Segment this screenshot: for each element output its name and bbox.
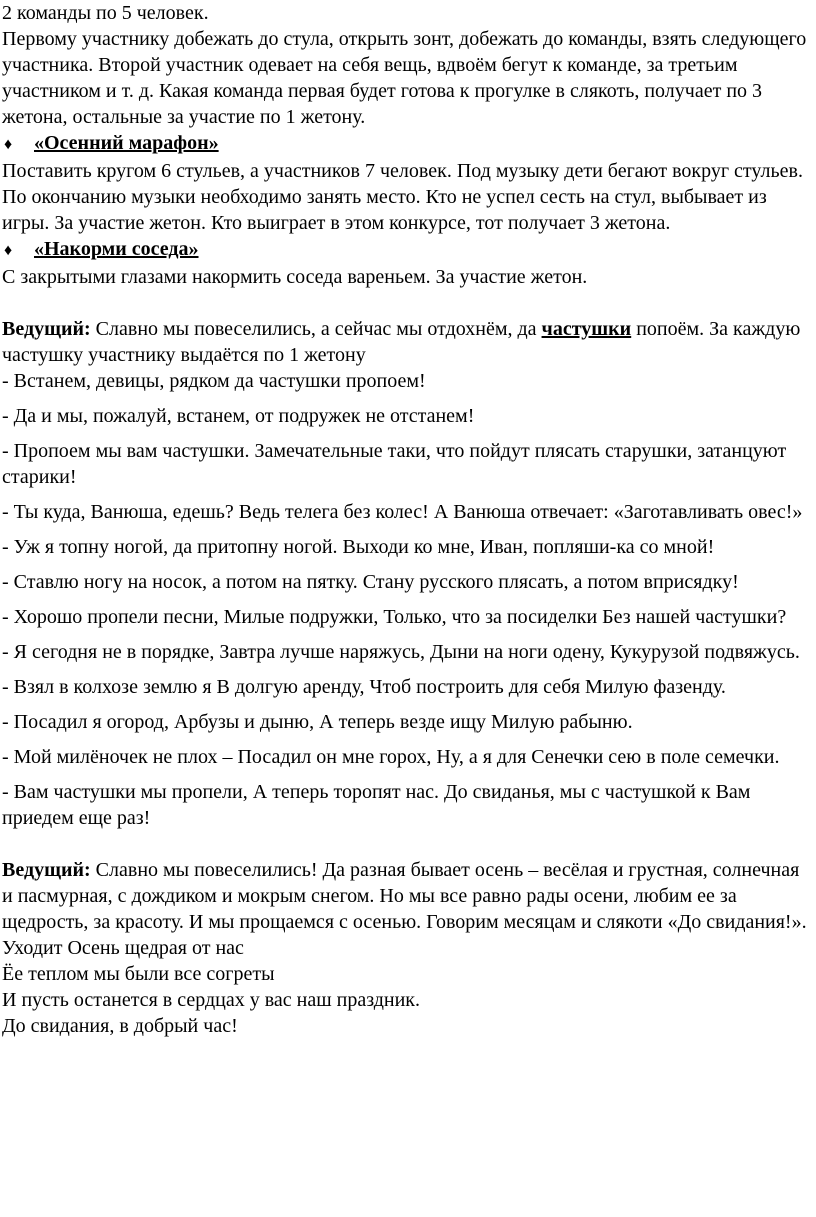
chastushka-verse: - Мой милёночек не плох – Посадил он мне горох, Ну, а я для Сенечки сею в поле семечки. (2, 746, 780, 768)
chastushka-verse: - Хорошо пропели песни, Милые подружки, Только, что за посиделки Без нашей частушки? (2, 606, 787, 628)
host-speech (2, 857, 814, 935)
chastushka-verse: - Взял в колхозе землю я В долгую аренду, Чтоб построить для себя Милую фазенду. (2, 676, 726, 698)
game-description: С закрытыми глазами накормить соседа вареньем. За участие жетон. (2, 266, 588, 288)
poem-line: И пусть останется в сердцах у вас наш праздник. (2, 989, 421, 1011)
poem-line: Уходит Осень щедрая от нас (2, 937, 244, 959)
chastushka-verse: - Да и мы, пожалуй, встанем, от подружек не отстанем! (2, 405, 475, 427)
chastushka-verse: - Я сегодня не в порядке, Завтра лучше наряжусь, Дыни на ноги одену, Кукурузой подвяжусь. (2, 641, 800, 663)
diamond-bullet-icon: ♦ (4, 242, 13, 259)
chastushka-verse: - Пропоем мы вам частушки. Замечательные таки, что пойдут плясать старушки, затанцуют старики! (2, 440, 787, 488)
host-label: Ведущий: (2, 318, 91, 340)
chastushka-verse: - Вам частушки мы пропели, А теперь торопят нас. До свиданья, мы с частушкой к Вам приедем еще раз! (2, 781, 751, 829)
poem-line: Ёе теплом мы были все согреты (2, 963, 275, 985)
host-text: Славно мы повеселились! Да разная бывает осень – весёлая и грустная, солнечная и пасмурная, с дождиком и мокрым снегом. Но мы все равно рады осени, любим ее за щедрость, за красоту. И мы прощаемся с осенью. Говорим месяцам и слякоти «До свидания!». (2, 859, 807, 933)
chastushka-verse: - Ставлю ногу на носок, а потом на пятку. Стану русского плясать, а потом вприсядку! (2, 571, 739, 593)
host-speech (2, 316, 814, 368)
diamond-bullet-icon: ♦ (4, 136, 13, 153)
chastushka-verse: - Уж я топну ногой, да притопну ногой. Выходи ко мне, Иван, попляши-ка со мной! (2, 536, 715, 558)
chastushka-verse: - Встанем, девицы, рядком да частушки пропоем! (2, 370, 426, 392)
host-text: попоём. За каждую частушку участнику выдаётся по 1 жетону (2, 318, 801, 366)
game-title-feed-neighbor (2, 236, 814, 264)
game-title-autumn-marathon (2, 130, 814, 158)
chastushki-highlight: частушки (541, 318, 632, 340)
game-title-text: «Накорми соседа» (34, 238, 199, 260)
host-label: Ведущий: (2, 859, 91, 881)
intro-line: 2 команды по 5 человек. (2, 2, 209, 24)
game-title-text: «Осенний марафон» (34, 132, 219, 154)
poem-line: До свидания, в добрый час! (2, 1015, 238, 1037)
chastushka-verse: - Ты куда, Ванюша, едешь? Ведь телега без колес! А Ванюша отвечает: «Заготавливать овес!» (2, 501, 803, 523)
intro-paragraph: Первому участнику добежать до стула, открыть зонт, добежать до команды, взять следующего участника. Второй участник одевает на себя вещь, вдвоём бегут к команде, за третьим участником и т. д. Какая команда первая будет готова к прогулке в слякоть, получает по 3 жетона, остальные за участие по 1 жетону. (2, 28, 807, 128)
host-text: Славно мы повеселились, а сейчас мы отдохнём, да (90, 318, 542, 340)
chastushka-verse: - Посадил я огород, Арбузы и дыню, А теперь везде ищу Милую рабыню. (2, 711, 633, 733)
game-description: Поставить кругом 6 стульев, а участников 7 человек. Под музыку дети бегают вокруг стульев. По окончанию музыки необходимо занять место. Кто не успел сесть на стул, выбывает из игры. За участие жетон. Кто выиграет в этом конкурсе, тот получает 3 жетона. (2, 160, 803, 234)
